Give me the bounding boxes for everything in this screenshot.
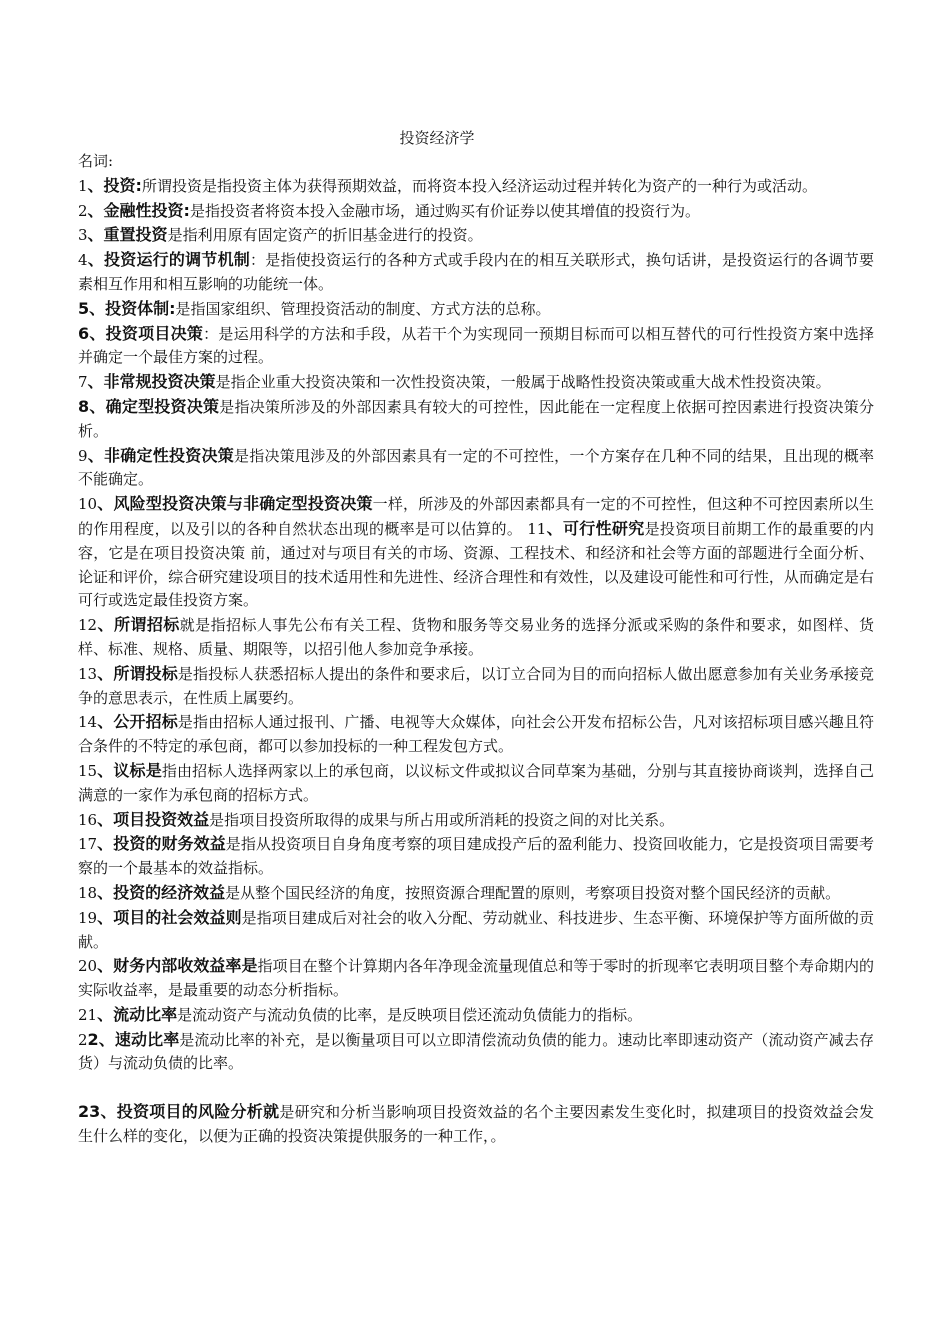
entry-number: 19 — [78, 908, 98, 927]
entry-definition: ：是运用科学的方法和手段，从若干个为实现同一预期目标而可以相互替代的可行性投资方案中选择并确定一个最佳方案的过程。 — [78, 324, 874, 367]
entry-number: 20 — [78, 957, 98, 976]
entry-definition: 是指投标人获悉招标人提出的条件和要求后，以订立合同为目的而向招标人做出愿意参加有关业务承接竞争的意思表示，在性质上属要约。 — [78, 664, 874, 707]
entry-term: 、投资项目的风险分析就 — [100, 1102, 280, 1122]
term-entry-1 — [78, 174, 874, 199]
entry-number: 4 — [78, 251, 88, 270]
section-label: 名词: — [78, 152, 114, 170]
term-entry-3 — [78, 223, 874, 248]
entry-term: 、投资: — [87, 175, 142, 195]
entry-number: 10 — [78, 495, 98, 514]
entry-definition: 是流动资产与流动负债的比率，是反映项目偿还流动负债能力的指标。 — [177, 1005, 643, 1024]
term-entry-20 — [78, 954, 874, 1003]
entry-definition: 是指国家组织、管理投资活动的制度、方式方法的总称。 — [175, 299, 551, 318]
entry-term: 、所谓招标 — [97, 615, 180, 635]
entry-term: 、财务内部收效益率是 — [97, 956, 258, 976]
entry-term: 、项目的社会效益则 — [97, 907, 242, 927]
entry-number: 17 — [78, 835, 98, 854]
entry-term: 、流动比率 — [97, 1004, 178, 1024]
entry-definition: 是指企业重大投资决策和一次性投资决策，一般属于战略性投资决策或重大战术性投资决策。 — [215, 373, 831, 392]
entry-number: 3 — [78, 226, 88, 245]
entry-number: 1 — [78, 176, 88, 195]
entry-term: 、投资的经济效益 — [97, 882, 226, 902]
term-entry-12 — [78, 613, 874, 662]
entry-definition: 是指从投资项目自身角度考察的项目建成投产后的盈利能力、投资回收能力，它是投资项目需要考察的一个最基本的效益指标。 — [78, 835, 874, 878]
entry-term: 、所谓投标 — [97, 663, 178, 683]
entry-definition: 是流动比率的补充，是以衡量项目可以立即清偿流动负债的能力。速动比率即速动资产（流动资产减去存货）与流动负债的比率。 — [78, 1030, 874, 1073]
entry-number: 11 — [527, 519, 547, 538]
entry-term: 、投资运行的调节机制 — [87, 250, 251, 270]
term-entry-8 — [78, 395, 874, 444]
entry-definition: 所谓投资是指投资主体为获得预期效益，而将资本投入经济运动过程并转化为资产的一种行为或活动。 — [141, 176, 817, 195]
entry-definition: 是指项目投资所取得的成果与所占用或所消耗的投资之间的对比关系。 — [209, 810, 675, 829]
entry-term: 、重置投资 — [87, 225, 168, 245]
entry-definition: 指由招标人选择两家以上的承包商，以议标文件或拟议合同草案为基础，分别与其直接协商谈判，选择自己满意的一家作为承包商的招标方式。 — [78, 761, 874, 804]
entry-term: 、非确定性投资决策 — [87, 445, 234, 465]
entry-number: 15 — [78, 761, 98, 780]
term-entry-22 — [78, 1028, 874, 1077]
entry-number: 14 — [78, 713, 98, 732]
entry-term: 、公开招标 — [97, 712, 178, 732]
entry-definition: 是指利用原有固定资产的折旧基金进行的投资。 — [167, 226, 483, 245]
entry-term: 、投资的财务效益 — [97, 834, 226, 854]
entry-number: 23 — [78, 1102, 101, 1122]
blank-line — [78, 1076, 874, 1100]
entry-number: 2 — [78, 201, 88, 220]
term-entry-13 — [78, 662, 874, 711]
entry-number: 5 — [78, 298, 90, 318]
entry-definition: 是指决策甩涉及的外部因素具有一定的不可控性，一个方案存在几种不同的结果，且出现的概率不能确定。 — [78, 446, 874, 489]
entry-number: 8 — [78, 396, 90, 416]
entry-definition: 是指项目建成后对社会的收入分配、劳动就业、科技进步、生态平衡、环境保护等方面所做的贡献。 — [78, 908, 874, 951]
entry-definition: 指项目在整个计算期内各年净现金流量现值总和等于零时的折现率它表明项目整个寿命期内的实际收益率，是最重要的动态分析指标。 — [78, 957, 874, 1000]
entry-number: 6 — [78, 323, 90, 343]
entry-term: 、可行性研究 — [546, 518, 645, 538]
document-title: 投资经济学 — [399, 129, 475, 147]
entry-definition: 是指由招标人通过报刊、广播、电视等大众媒体，向社会公开发布招标公告，凡对该招标项目感兴趣且符合条件的不特定的承包商，都可以参加投标的一种工程发包方式。 — [78, 713, 874, 756]
entry-number: 12 — [78, 616, 98, 635]
term-entry-4 — [78, 248, 874, 297]
term-entry-14 — [78, 710, 874, 759]
entry-definition: 是投资项目前期工作的最重要的内容，它是在项目投资决策 前，通过对与项目有关的市场、资源、工程技术、和经济和社会等方面的部题进行全面分析、论证和评价，综合研究建设项目的技术适用性和先进性、经济合理性和有效性，以及建设可能性和可行性，从而确定是右可行或选定最佳投资方案。 — [78, 519, 874, 610]
entry-definition: 一样，所涉及的外部因素都具有一定的不可控性，但这种不可控因素所以生的作用程度，以及引以的各种自然状态出现的概率是可以估算的。 — [78, 495, 874, 538]
entry-term: 、投资体制: — [89, 298, 176, 318]
term-entry-6 — [78, 322, 874, 371]
entry-number: 13 — [78, 664, 98, 683]
entry-term: 、投资项目决策 — [89, 323, 204, 343]
entry-term: 、确定型投资决策 — [89, 396, 220, 416]
term-entry-2 — [78, 199, 874, 224]
entry-number: 18 — [78, 883, 98, 902]
term-entry-10-11 — [78, 492, 874, 613]
entry-term: 、项目投资效益 — [97, 809, 210, 829]
term-entry-5 — [78, 297, 874, 322]
entry-definition: 是指决策所涉及的外部因素具有较大的可控性，因此能在一定程度上依据可控因素进行投资决策分析。 — [78, 397, 874, 440]
entry-number: 21 — [78, 1005, 98, 1024]
term-entry-18 — [78, 881, 874, 906]
term-entry-7 — [78, 370, 874, 395]
entry-number: 9 — [78, 446, 88, 465]
term-entry-21 — [78, 1003, 874, 1028]
term-entry-17 — [78, 832, 874, 881]
entry-term: 、金融性投资: — [87, 200, 190, 220]
entry-term: 、非常规投资决策 — [87, 372, 216, 392]
term-entry-9 — [78, 444, 874, 493]
term-entry-23 — [78, 1100, 874, 1149]
entry-definition: ：是指使投资运行的各种方式或手段内在的相互关联形式，换句话讲，是投资运行的各调节要素相互作用和相互影响的功能统一体。 — [78, 251, 874, 293]
entry-term: 2、速动比率 — [87, 1029, 180, 1049]
entry-term: 、风险型投资决策与非确定型投资决策 — [97, 494, 373, 514]
term-entry-16 — [78, 808, 874, 833]
term-entry-15 — [78, 759, 874, 808]
entry-number: 2 — [78, 1030, 88, 1049]
entry-definition: 就是指招标人事先公布有关工程、货物和服务等交易业务的选择分派或采购的条件和要求，如图样、货样、标准、规格、质量、期限等，以招引他人参加竞争承接。 — [78, 616, 874, 658]
entry-definition: 是指投资者将资本投入金融市场，通过购买有价证券以使其增值的投资行为。 — [189, 201, 700, 220]
entry-term: 、议标是 — [97, 760, 162, 780]
entry-definition: 是研究和分析当影响项目投资效益的名个主要因素发生变化时，拟建项目的投资效益会发生什么样的变化，以便为正确的投资决策提供服务的一种工作，。 — [78, 1103, 874, 1145]
term-entry-19 — [78, 906, 874, 955]
entry-number: 16 — [78, 810, 98, 829]
document-body — [78, 150, 874, 1149]
entry-definition: 是从整个国民经济的角度，按照资源合理配置的原则，考察项目投资对整个国民经济的贡献。 — [225, 883, 841, 902]
entry-number: 7 — [78, 373, 88, 392]
